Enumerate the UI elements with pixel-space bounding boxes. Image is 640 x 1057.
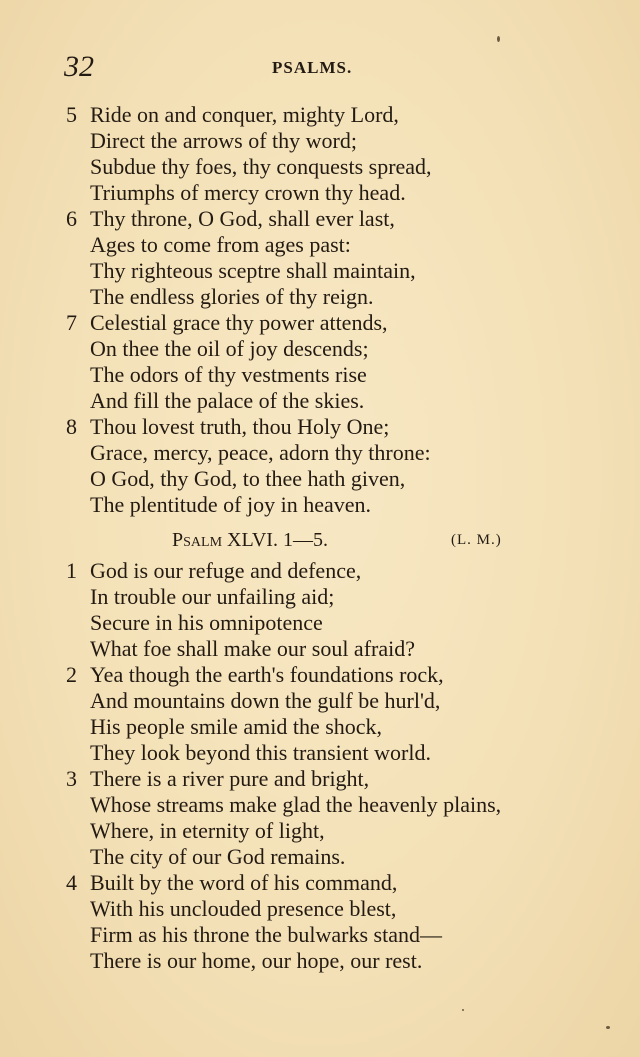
stanza-number: 7 bbox=[66, 310, 77, 335]
stanza-line bbox=[66, 818, 586, 844]
line-text: On thee the oil of joy descends; bbox=[90, 336, 369, 361]
line-text: There is a river pure and bright, bbox=[90, 766, 370, 791]
stanza-line bbox=[66, 310, 586, 336]
psalm-title bbox=[172, 527, 328, 553]
line-text: With his unclouded presence blest, bbox=[90, 896, 397, 921]
stanza-line bbox=[66, 948, 586, 974]
line-text: Celestial grace thy power attends, bbox=[90, 310, 388, 335]
stanza-line bbox=[66, 414, 586, 440]
stanza-line bbox=[66, 792, 586, 818]
stanza-line bbox=[66, 102, 586, 128]
psalm-stanza-1 bbox=[66, 558, 586, 662]
psalm-meter: (L. M.) bbox=[451, 532, 502, 548]
stanza-line bbox=[66, 206, 586, 232]
stanza-line bbox=[66, 232, 586, 258]
psalm-title-number: XLVI. 1—5. bbox=[227, 529, 328, 551]
line-text: They look beyond this transient world. bbox=[90, 740, 431, 765]
stanza-line bbox=[66, 154, 586, 180]
line-text: Ages to come from ages past: bbox=[90, 232, 351, 257]
line-text: What foe shall make our soul afraid? bbox=[90, 636, 415, 661]
line-text: Direct the arrows of thy word; bbox=[90, 128, 357, 153]
stanza-line bbox=[66, 610, 586, 636]
stanza-line bbox=[66, 336, 586, 362]
stanza-line bbox=[66, 662, 586, 688]
line-text: The odors of thy vestments rise bbox=[90, 362, 367, 387]
psalm-stanza-4 bbox=[66, 870, 586, 974]
stanza-line bbox=[66, 180, 586, 206]
line-text: Firm as his throne the bulwarks stand— bbox=[90, 922, 442, 947]
stanza-5 bbox=[66, 102, 586, 206]
line-text: Thy righteous sceptre shall maintain, bbox=[90, 258, 416, 283]
stanza-line bbox=[66, 688, 586, 714]
line-text: There is our home, our hope, our rest. bbox=[90, 948, 423, 973]
stanza-7 bbox=[66, 310, 586, 414]
stanza-number: 1 bbox=[66, 558, 77, 583]
line-text: Ride on and conquer, mighty Lord, bbox=[90, 102, 399, 127]
stanza-number: 4 bbox=[66, 870, 77, 895]
line-text: Thy throne, O God, shall ever last, bbox=[90, 206, 395, 231]
stanza-line bbox=[66, 766, 586, 792]
running-head: PSALMS. bbox=[272, 58, 353, 77]
stanza-line bbox=[66, 636, 586, 662]
stanza-number: 2 bbox=[66, 662, 77, 687]
stanza-line bbox=[66, 362, 586, 388]
stanza-line bbox=[66, 584, 586, 610]
line-text: And fill the palace of the skies. bbox=[90, 388, 365, 413]
line-text: The plentitude of joy in heaven. bbox=[90, 492, 372, 517]
stanza-line bbox=[66, 844, 586, 870]
line-text: Thou lovest truth, thou Holy One; bbox=[90, 414, 390, 439]
paper-speck bbox=[497, 36, 500, 42]
psalm-stanza-3 bbox=[66, 766, 586, 870]
stanza-line bbox=[66, 558, 586, 584]
stanza-number: 5 bbox=[66, 102, 77, 127]
stanza-number: 3 bbox=[66, 766, 77, 791]
line-text: His people smile amid the shock, bbox=[90, 714, 383, 739]
line-text: O God, thy God, to thee hath given, bbox=[90, 466, 406, 491]
psalm-stanza-2 bbox=[66, 662, 586, 766]
paper-speck bbox=[606, 1026, 610, 1029]
line-text: Where, in eternity of light, bbox=[90, 818, 325, 843]
line-text: The city of our God remains. bbox=[90, 844, 346, 869]
stanza-line bbox=[66, 870, 586, 896]
stanza-line bbox=[66, 896, 586, 922]
stanza-number: 6 bbox=[66, 206, 77, 231]
stanza-line bbox=[66, 388, 586, 414]
line-text: Subdue thy foes, thy conquests spread, bbox=[90, 154, 432, 179]
stanza-8 bbox=[66, 414, 586, 518]
line-text: Grace, mercy, peace, adorn thy throne: bbox=[90, 440, 431, 465]
page-number: 32 bbox=[64, 50, 94, 83]
paper-speck bbox=[462, 1009, 464, 1011]
line-text: And mountains down the gulf be hurl'd, bbox=[90, 688, 441, 713]
stanza-line bbox=[66, 922, 586, 948]
stanza-line bbox=[66, 440, 586, 466]
stanza-number: 8 bbox=[66, 414, 77, 439]
stanza-line bbox=[66, 466, 586, 492]
line-text: God is our refuge and defence, bbox=[90, 558, 362, 583]
stanza-line bbox=[66, 714, 586, 740]
line-text: Whose streams make glad the heavenly plains, bbox=[90, 792, 502, 817]
page-header bbox=[0, 52, 640, 82]
stanza-line bbox=[66, 492, 586, 518]
stanza-line bbox=[66, 284, 586, 310]
line-text: Secure in his omnipotence bbox=[90, 610, 323, 635]
line-text: Triumphs of mercy crown thy head. bbox=[90, 180, 406, 205]
line-text: The endless glories of thy reign. bbox=[90, 284, 374, 309]
stanza-6 bbox=[66, 206, 586, 310]
line-text: In trouble our unfailing aid; bbox=[90, 584, 335, 609]
stanza-line bbox=[66, 128, 586, 154]
line-text: Built by the word of his command, bbox=[90, 870, 398, 895]
psalm-title-word: Psalm bbox=[172, 529, 223, 551]
stanza-line bbox=[66, 740, 586, 766]
stanza-line bbox=[66, 258, 586, 284]
line-text: Yea though the earth's foundations rock, bbox=[90, 662, 444, 687]
